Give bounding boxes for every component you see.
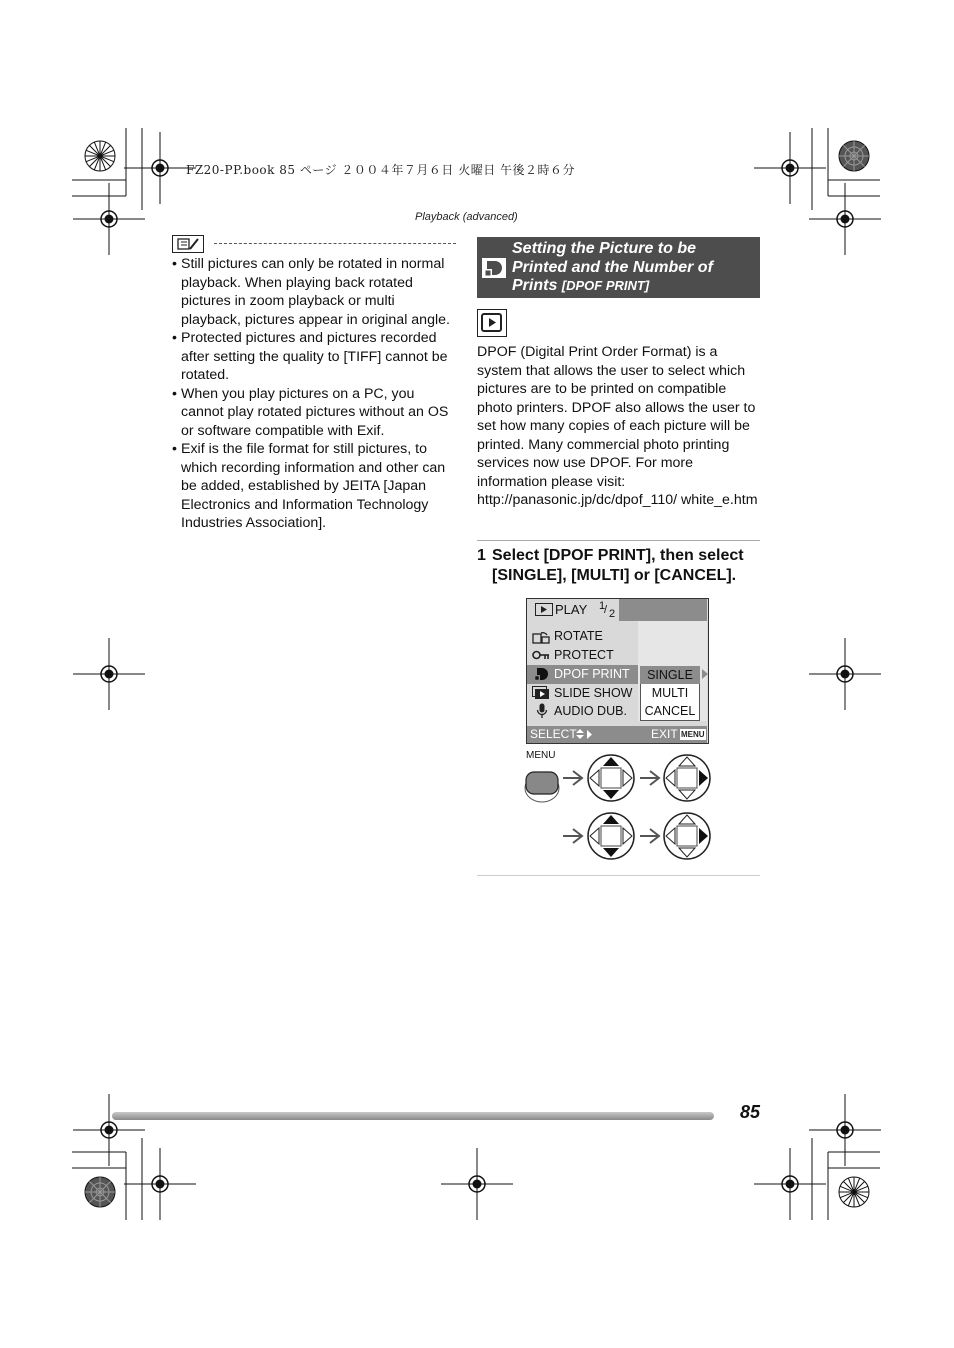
exit-label: EXIT: [651, 727, 678, 741]
notes-list: [172, 255, 457, 533]
dpof-description: DPOF (Digital Print Order Format) is a system that allows the user to select which pictures are to be printed on compatible photo printers. DPOF also allows the user to set how many copies of each picture will be printed. Many commercial photo printing services now use DPOF. For more information please visit: http://panasonic.jp/dc/dpof_110/ white_e.htm: [477, 344, 758, 508]
up-down-right-arrows-icon: [575, 729, 593, 740]
step-text: Select [DPOF PRINT], then select [SINGLE], [MULTI] or [CANCEL].: [492, 547, 744, 584]
note-item: • When you play pictures on a PC, you cannot play rotated pictures without an OS or software compatible with Exif.: [172, 385, 457, 441]
footer-bar: [112, 1112, 714, 1120]
camera-menu-screen: [526, 598, 709, 744]
note-item: • Exif is the file format for still pictures, to which recording information and other can be added, established by JEITA [Japan Electronics and Information Technology Industries Association].: [172, 440, 457, 533]
section-title: Setting the Picture to be Printed and the Number of Prints [DPOF PRINT]: [512, 240, 713, 294]
menu-item-rotate[interactable]: ROTATE: [554, 629, 603, 643]
note-divider: [214, 243, 456, 244]
divider: [477, 540, 760, 541]
menu-item-slide-show[interactable]: SLIDE SHOW: [554, 686, 633, 700]
dpad-right: [664, 755, 710, 801]
submenu-multi[interactable]: MULTI: [651, 686, 689, 700]
section-header: [477, 237, 760, 298]
menu-item-dpof-print[interactable]: DPOF PRINT: [554, 667, 630, 681]
playback-mode-icon: [477, 309, 507, 337]
slideshow-icon: [532, 686, 550, 700]
dpad-up-down: [588, 755, 634, 801]
running-head: Playback (advanced): [415, 211, 518, 223]
screen-status-bar: [527, 726, 707, 743]
dpad-up-down: [588, 813, 634, 859]
select-label: SELECT: [530, 727, 577, 741]
arrow-right-icon: [702, 669, 708, 679]
key-icon: [532, 650, 550, 660]
page-numerator: 1: [599, 600, 606, 612]
memo-icon: [172, 235, 204, 253]
print-header: FZ20-PP.book 85 ページ ２００４年７月６日 火曜日 午後２時６分: [186, 163, 576, 177]
divider: [477, 875, 760, 876]
play-icon: [535, 603, 553, 616]
control-sequence-diagram: [520, 750, 720, 865]
menu-item-audio-dub[interactable]: AUDIO DUB.: [554, 704, 627, 718]
section-tag: [DPOF PRINT]: [561, 278, 650, 293]
tab-label: PLAY: [555, 602, 588, 617]
note-item: • Protected pictures and pictures recorded after setting the quality to [TIFF] cannot be rotated.: [172, 329, 457, 385]
note-item: • Still pictures can only be rotated in normal playback. When playing back rotated pictures in zoom playback or multi playback, pictures appear in original angle.: [172, 255, 457, 329]
tab-play[interactable]: [527, 599, 619, 621]
step-number: 1: [477, 547, 486, 564]
page-number: 85: [740, 1102, 761, 1122]
dpof-print-icon: [481, 257, 507, 279]
menu-button: [525, 772, 559, 802]
dpof-print-icon: [533, 667, 549, 682]
menu-badge: MENU: [681, 730, 705, 739]
submenu-cancel[interactable]: CANCEL: [644, 704, 696, 718]
menu-button-label: MENU: [526, 750, 556, 761]
menu-item-protect[interactable]: PROTECT: [554, 648, 614, 662]
page-fraction-slash: /: [604, 604, 608, 616]
microphone-icon: [536, 703, 548, 719]
submenu-single[interactable]: SINGLE: [640, 666, 700, 684]
page-denominator: 2: [609, 608, 616, 620]
rotate-icon: [532, 630, 550, 644]
dpad-right: [664, 813, 710, 859]
